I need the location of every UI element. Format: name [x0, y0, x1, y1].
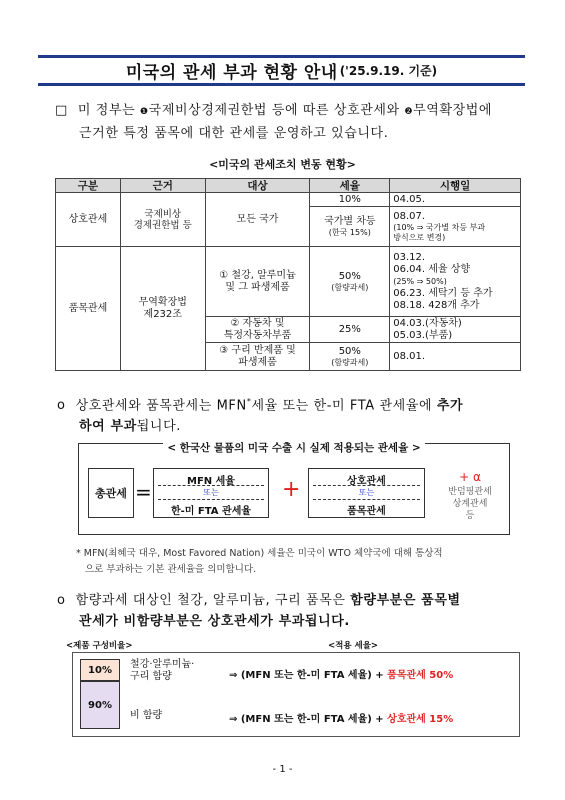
row1-formula-text: ⇒ (MFN 또는 한-미 FTA 세율) +: [229, 670, 388, 681]
footnote: [76, 546, 531, 578]
divider: [313, 499, 420, 500]
intro-paragraph: [55, 100, 535, 144]
rate-cell: 25%: [310, 317, 390, 343]
ratio-90-pct: 90%: [80, 681, 120, 729]
formula-heading: < 한국산 물품의 미국 수출 시 실제 적용되는 관세율 >: [163, 442, 424, 454]
ratio-10-pct: 10%: [80, 659, 120, 681]
item-label: 품목관세: [347, 506, 386, 517]
date-text: 08.18. 428개 추가: [393, 299, 480, 311]
category-cell: 품목관세: [56, 247, 121, 371]
date-cell: [390, 207, 521, 247]
target-cell: 모든 국가: [205, 193, 310, 247]
plus-sign: +: [282, 477, 301, 502]
row1-label-text: 철강·알루미늄·: [130, 659, 195, 670]
mfn-fta-box: [153, 468, 269, 518]
row2-formula: [229, 710, 453, 725]
content-tax-bold: 함량부분은 품목별: [350, 593, 461, 608]
date-cell: 04.05.: [390, 193, 521, 207]
extra-duties: [433, 486, 507, 522]
additive-text: 상호관세와 품목관세는 MFN: [75, 398, 247, 414]
formula-heading-wrap: [79, 436, 509, 455]
or-label: 또는: [358, 488, 375, 497]
extra-duty-text: 등: [465, 511, 475, 521]
additive-text: 세율 또는 한-미 FTA 관세율에: [251, 398, 437, 414]
footnote-text: 으로 부과하는 기본 관세율을 의미합니다.: [85, 564, 257, 575]
date-note: (10% ⇒ 국가별 차등 부과: [393, 222, 486, 232]
col-header: 시행일: [390, 179, 521, 193]
date-cell: [390, 317, 521, 343]
row2-result: 상호관세 15%: [387, 714, 454, 725]
basis-cell: [120, 193, 205, 247]
rate-note: (한국 15%): [328, 227, 371, 237]
circle-bullet: o: [57, 398, 66, 414]
target-text: 및 그 파생제품: [225, 281, 290, 293]
date-text: 06.04. 세율 상향: [393, 263, 471, 275]
date-note: (25% ⇒ 50%): [393, 276, 447, 286]
mfn-label: MFN 세율: [187, 476, 235, 487]
intro-text: 국제비상경제권한법 등에 따른 상호관세와: [148, 103, 405, 118]
row1-label-text: 구리 함량: [130, 671, 172, 682]
intro-text: 무역확장법에: [413, 103, 493, 118]
target-cell: [205, 247, 310, 317]
formula-box: [78, 443, 510, 535]
rate-cell: [310, 343, 390, 371]
title-date: ('25.9.19. 기준): [339, 64, 438, 78]
target-text: 파생제품: [238, 356, 277, 368]
target-text: ① 철강, 알루미늄: [219, 269, 296, 281]
rate-text: 50%: [338, 270, 361, 282]
basis-cell: [120, 247, 205, 371]
date-note: 방식으로 변경): [393, 232, 446, 242]
table-caption: <미국의 관세조치 변동 현황>: [209, 158, 356, 171]
row2-label: 비 함량: [130, 710, 163, 721]
reciprocal-label: 상호관세: [347, 476, 386, 487]
intro-line-2: 근거한 특정 품목에 대한 관세를 운영하고 있습니다.: [79, 126, 389, 141]
divider: [158, 499, 264, 500]
rate-text: 국가별 차등: [324, 215, 376, 227]
col-header: 대상: [205, 179, 310, 193]
alpha-label: + α: [459, 470, 481, 484]
date-cell: 08.01.: [390, 343, 521, 371]
row2-formula-text: ⇒ (MFN 또는 한-미 FTA 세율) +: [229, 714, 388, 725]
basis-text: 국제비상: [144, 208, 182, 220]
content-tax-bold: 관세가 비함량부분은 상호관세가 부과됩니다.: [79, 614, 350, 629]
fta-label: 한-미 FTA 관세율: [170, 506, 252, 517]
circle-bullet: o: [57, 593, 66, 608]
date-text: 06.23. 세탁기 등 추가: [393, 287, 493, 299]
content-tax-text: 함량과세 대상인 철강, 알루미늄, 구리 품목은: [75, 593, 351, 608]
target-cell: [205, 317, 310, 343]
basis-text: 경제권한법 등: [133, 219, 192, 231]
target-text: ③ 구리 반제품 및: [219, 344, 296, 356]
row1-result: 품목관세 50%: [387, 670, 454, 681]
col-header: 세율: [310, 179, 390, 193]
marker-1: ❶: [140, 107, 149, 117]
date-text: 04.03.(자동차): [393, 317, 462, 329]
table-row: [56, 247, 521, 317]
footnote-star: *: [246, 397, 252, 406]
ratio-header-left: <제품 구성비율>: [66, 641, 133, 651]
date-text: 05.03.(부품): [393, 329, 453, 341]
target-text: 특정자동차부품: [223, 329, 292, 341]
ratio-header-right: <적용 세율>: [328, 641, 379, 651]
marker-2: ❷: [404, 107, 414, 117]
total-tariff-box: 총관세: [88, 468, 134, 518]
date-cell: [390, 247, 521, 317]
category-cell: 상호관세: [56, 193, 121, 247]
extra-duty-text: 상계관세: [452, 499, 488, 509]
reciprocal-item-box: [308, 468, 425, 518]
ratio-headers: [66, 639, 426, 651]
basis-text: 무역확장법: [138, 296, 187, 308]
page-number: - 1 -: [272, 764, 293, 775]
additive-text: 됩니다.: [136, 419, 181, 435]
page-title: 미국의 관세 부과 현황 안내: [125, 63, 338, 83]
equals-sign: =: [135, 480, 152, 504]
extra-duty-text: 반덤핑관세: [448, 487, 492, 497]
square-bullet: □: [55, 103, 68, 118]
target-text: ② 자동차 및: [230, 317, 285, 329]
col-header: 구분: [56, 179, 121, 193]
table-row: [56, 193, 521, 207]
intro-text: 미 정부는: [77, 103, 140, 118]
col-header: 근거: [120, 179, 205, 193]
divider: [158, 485, 264, 486]
additive-bold: 하여 부과: [79, 419, 137, 435]
additive-bold: 추가: [436, 398, 464, 414]
rate-note: (함량과세): [331, 282, 369, 292]
or-label: 또는: [203, 488, 219, 497]
rate-text: 50%: [338, 345, 361, 357]
additive-paragraph: [57, 391, 527, 437]
rate-cell: [310, 207, 390, 247]
rate-cell: [310, 247, 390, 317]
date-text: 08.07.: [393, 210, 426, 222]
date-text: 03.12.: [393, 251, 426, 263]
footnote-text: * MFN(최혜국 대우, Most Favored Nation) 세율은 미국이 WTO 체약국에 대해 통상적: [76, 548, 443, 559]
tariff-table: [55, 178, 521, 371]
rate-note: (함량과세): [331, 357, 369, 367]
table-header-row: [56, 179, 521, 193]
row1-formula: [229, 666, 453, 681]
divider: [313, 485, 420, 486]
basis-text: 제232조: [143, 308, 182, 320]
content-tax-paragraph: [57, 590, 527, 632]
row1-label: [130, 659, 194, 683]
target-cell: [205, 343, 310, 371]
title-box: [38, 55, 525, 86]
rate-cell: 10%: [310, 193, 390, 207]
